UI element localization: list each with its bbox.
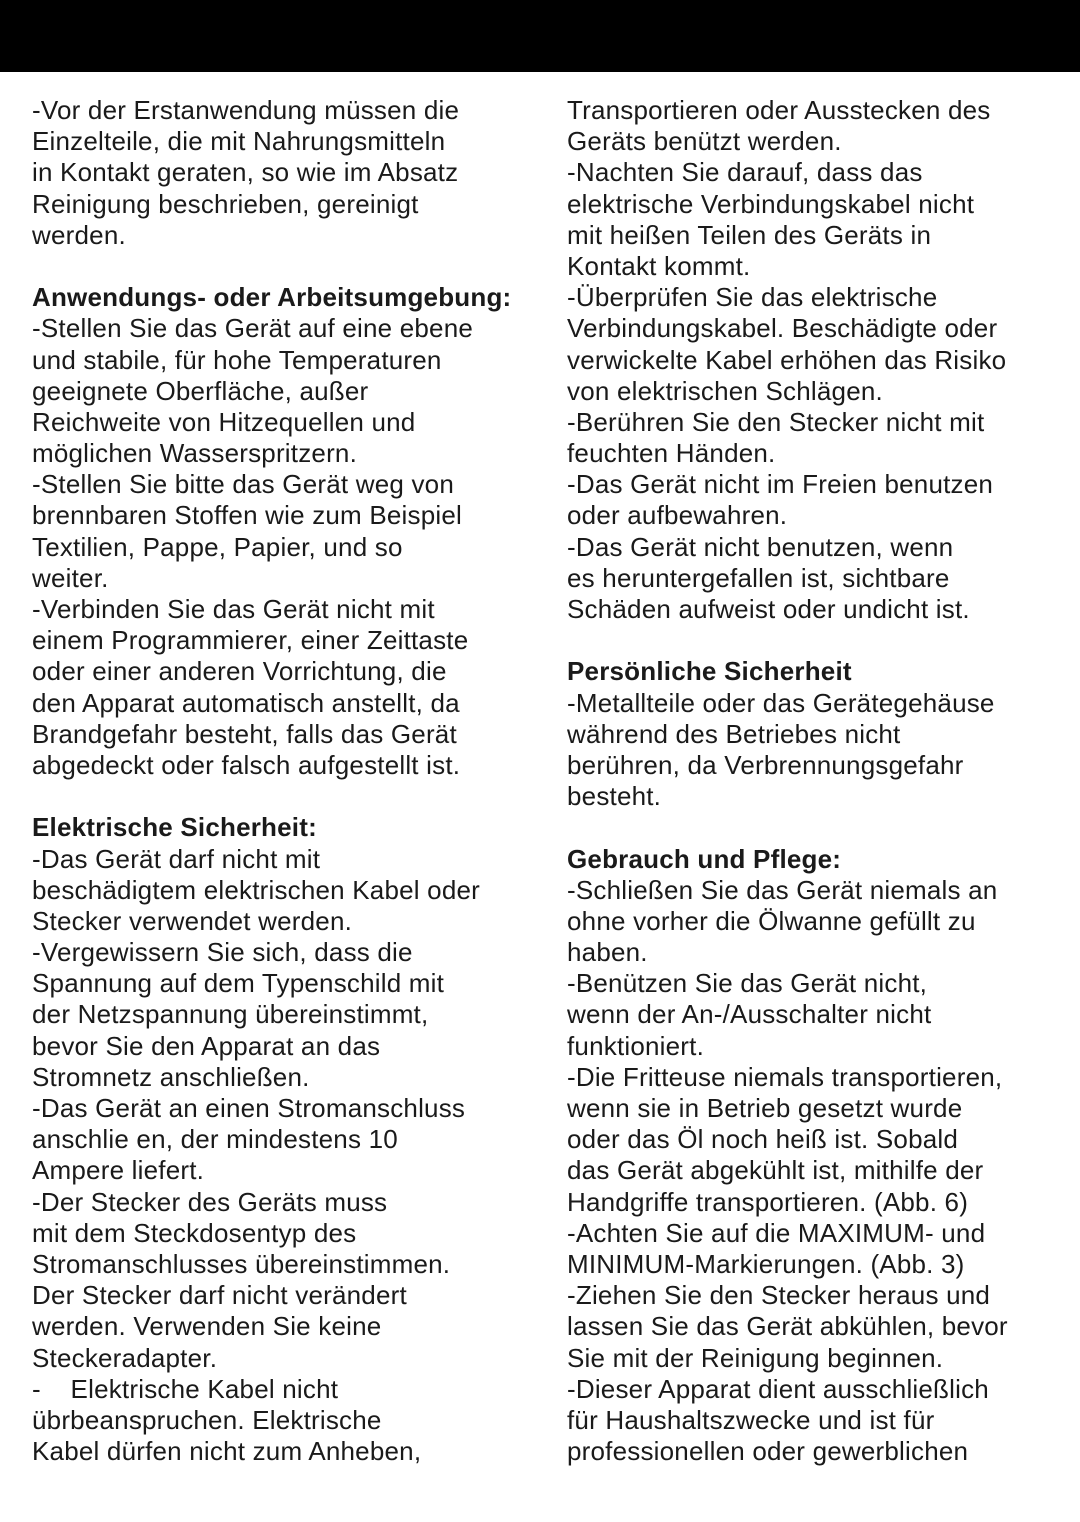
- text-line: -Der Stecker des Geräts muss: [32, 1186, 388, 1217]
- text-line: wenn sie in Betrieb gesetzt wurde: [567, 1093, 963, 1123]
- right-column: [567, 95, 1057, 1467]
- text-line: -Stellen Sie das Gerät auf eine ebene: [32, 313, 474, 344]
- text-line: -Die Fritteuse niemals transportieren,: [567, 1061, 1003, 1092]
- text-line: -Nachten Sie darauf, dass das: [567, 157, 923, 188]
- text-line: -Das Gerät darf nicht mit: [32, 843, 321, 874]
- text-line: in Kontakt geraten, so wie im Absatz: [32, 157, 459, 188]
- section-use-and-care: [567, 844, 1057, 1468]
- text-line: Sie mit der Reinigung beginnen.: [567, 1342, 944, 1373]
- text-line: das Gerät abgekühlt ist, mithilfe der: [567, 1155, 984, 1186]
- text-line: der Netzspannung übereinstimmt,: [32, 999, 429, 1030]
- text-line: Reichweite von Hitzequellen und: [32, 406, 416, 437]
- text-line: -Vergewissern Sie sich, dass die: [32, 937, 413, 968]
- text-line: -Berühren Sie den Stecker nicht mit: [567, 406, 985, 437]
- text-line: -Dieser Apparat dient ausschließlich: [567, 1373, 989, 1404]
- text-line: lassen Sie das Gerät abkühlen, bevor: [567, 1311, 1008, 1342]
- text-line: Stecker verwendet werden.: [32, 905, 353, 936]
- text-line: von elektrischen Schlägen.: [567, 375, 883, 406]
- text-line: -Metallteile oder das Gerätegehäuse: [567, 687, 995, 718]
- text-line: Schäden aufweist oder undicht ist.: [567, 594, 970, 624]
- text-line: brennbaren Stoffen wie zum Beispiel: [32, 500, 462, 531]
- text-line: -Das Gerät an einen Stromanschluss: [32, 1093, 466, 1123]
- text-line: MINIMUM-Markierungen. (Abb. 3): [567, 1248, 965, 1279]
- text-line: mit dem Steckdosentyp des: [32, 1217, 357, 1248]
- text-line: -Das Gerät nicht im Freien benutzen: [567, 469, 994, 500]
- text-line: feuchten Händen.: [567, 438, 776, 469]
- text-line: geeignete Oberfläche, außer: [32, 375, 369, 406]
- text-line: Geräts benützt werden.: [567, 126, 842, 157]
- text-line: möglichen Wasserspritzern.: [32, 438, 358, 469]
- section-personal-safety: [567, 656, 1057, 812]
- text-line: einem Programmierer, einer Zeittaste: [32, 625, 469, 656]
- section-work-environment: [32, 282, 532, 781]
- text-line: -Vor der Erstanwendung müssen die: [32, 95, 460, 125]
- section-heading: Elektrische Sicherheit:: [32, 812, 317, 843]
- text-line: Einzelteile, die mit Nahrungsmitteln: [32, 126, 446, 157]
- text-line: Ampere liefert.: [32, 1155, 205, 1186]
- text-line: weiter.: [32, 562, 109, 593]
- text-line: -Ziehen Sie den Stecker heraus und: [567, 1280, 991, 1311]
- text-line: Verbindungskabel. Beschädigte oder: [567, 313, 998, 344]
- section-heading: Persönliche Sicherheit: [567, 656, 852, 687]
- text-line: mit heißen Teilen des Geräts in: [567, 219, 932, 250]
- spacer: [567, 812, 1057, 843]
- text-line: anschlie en, der mindestens 10: [32, 1124, 398, 1155]
- text-line: -Stellen Sie bitte das Gerät weg von: [32, 469, 454, 500]
- text-line: professionellen oder gewerblichen: [567, 1436, 969, 1467]
- text-line: verwickelte Kabel erhöhen das Risiko: [567, 344, 1007, 375]
- text-line: berühren, da Verbrennungsgefahr: [567, 749, 964, 780]
- text-line: es heruntergefallen ist, sichtbare: [567, 562, 950, 593]
- text-line: - Elektrische Kabel nicht: [32, 1373, 339, 1404]
- text-line: haben.: [567, 937, 648, 968]
- section-heading: Gebrauch und Pflege:: [567, 843, 842, 874]
- section-heading: Anwendungs- oder Arbeitsumgebung:: [32, 282, 512, 313]
- text-line: Kabel dürfen nicht zum Anheben,: [32, 1436, 422, 1467]
- text-line: ohne vorher die Ölwanne gefüllt zu: [567, 905, 976, 936]
- intro-paragraph: [32, 95, 532, 251]
- text-line: elektrische Verbindungskabel nicht: [567, 188, 975, 219]
- spacer: [32, 251, 532, 282]
- text-line: Textilien, Pappe, Papier, und so: [32, 531, 403, 562]
- text-line: Reinigung beschrieben, gereinigt: [32, 188, 419, 219]
- text-line: Brandgefahr besteht, falls das Gerät: [32, 718, 457, 749]
- text-line: Spannung auf dem Typenschild mit: [32, 968, 445, 999]
- continued-paragraph: [567, 95, 1057, 625]
- text-line: abgedeckt oder falsch aufgestellt ist.: [32, 749, 461, 780]
- text-line: beschädigtem elektrischen Kabel oder: [32, 874, 481, 905]
- section-electrical-safety: [32, 812, 532, 1467]
- text-line: -Achten Sie auf die MAXIMUM- und: [567, 1217, 986, 1248]
- text-line: Kontakt kommt.: [567, 250, 751, 281]
- text-line: den Apparat automatisch anstellt, da: [32, 687, 460, 718]
- text-line: -Benützen Sie das Gerät nicht,: [567, 968, 928, 999]
- text-line: werden. Verwenden Sie keine: [32, 1311, 382, 1342]
- text-line: werden.: [32, 219, 126, 250]
- text-line: besteht.: [567, 781, 662, 812]
- text-line: Transportieren oder Ausstecken des: [567, 95, 991, 125]
- text-line: Der Stecker darf nicht verändert: [32, 1280, 407, 1311]
- text-line: oder das Öl noch heiß ist. Sobald: [567, 1124, 959, 1155]
- text-line: Stromnetz anschließen.: [32, 1061, 310, 1092]
- spacer: [32, 781, 532, 812]
- text-line: und stabile, für hohe Temperaturen: [32, 344, 442, 375]
- text-line: wenn der An-/Ausschalter nicht: [567, 999, 932, 1030]
- text-line: oder einer anderen Vorrichtung, die: [32, 656, 447, 687]
- text-line: -Verbinden Sie das Gerät nicht mit: [32, 594, 435, 624]
- text-line: bevor Sie den Apparat an das: [32, 1030, 381, 1061]
- text-line: oder aufbewahren.: [567, 500, 788, 531]
- text-line: für Haushaltszwecke und ist für: [567, 1404, 935, 1435]
- left-column: [32, 95, 532, 1467]
- text-line: übrbeanspruchen. Elektrische: [32, 1404, 382, 1435]
- text-line: -Das Gerät nicht benutzen, wenn: [567, 531, 954, 562]
- text-line: während des Betriebes nicht: [567, 718, 901, 749]
- text-line: funktioniert.: [567, 1030, 705, 1061]
- text-line: -Schließen Sie das Gerät niemals an: [567, 874, 998, 905]
- text-line: Stromanschlusses übereinstimmen.: [32, 1248, 451, 1279]
- spacer: [567, 625, 1057, 656]
- text-line: Handgriffe transportieren. (Abb. 6): [567, 1186, 969, 1217]
- text-line: -Überprüfen Sie das elektrische: [567, 282, 938, 313]
- text-line: Steckeradapter.: [32, 1342, 218, 1373]
- header-bar: [0, 0, 1080, 72]
